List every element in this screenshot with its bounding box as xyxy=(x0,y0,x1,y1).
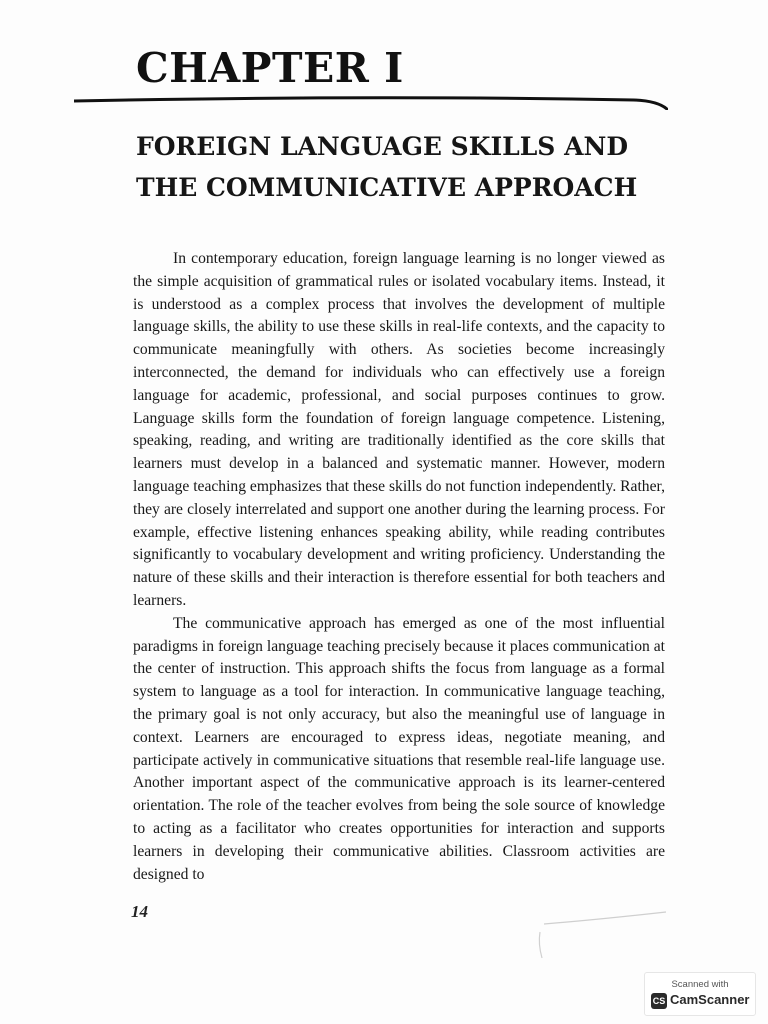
chapter-rule xyxy=(74,96,668,110)
section-heading-line-2: THE COMMUNICATIVE APPROACH xyxy=(136,173,638,202)
chapter-title: CHAPTER I xyxy=(136,44,404,92)
scan-smudge xyxy=(534,902,674,962)
camscanner-watermark xyxy=(644,972,756,1016)
paragraph: In contemporary education, foreign language learning is no longer viewed as the simple acquisition of grammatical rules or isolated vocabulary items. Instead, it is understood as a complex process that involves the development of multiple language skills, the ability to use these skills in real-life contexts, and the capacity to communicate meaningfully with others. As societies become increasingly interconnected, the demand for individuals who can effectively use a foreign language for academic, professional, and social purposes continues to grow. Language skills form the foundation of foreign language competence. Listening, speaking, reading, and writing are traditionally identified as the core skills that learners must develop in a balanced and systematic manner. However, modern language teaching emphasizes that these skills do not function independently. Rather, they are closely interrelated and support one another during the learning process. For example, effective listening enhances speaking ability, while reading contributes significantly to vocabulary development and writing proficiency. Understanding the nature of these skills and their interaction is therefore essential for both teachers and learners. xyxy=(133,250,665,609)
paragraph: The communicative approach has emerged as one of the most influential paradigms in foreign language teaching precisely because it places communication at the center of instruction. This approach shifts the focus from language as a formal system to language as a tool for interaction. In communicative language teaching, the primary goal is not only accuracy, but also the meaningful use of language in context. Learners are encouraged to express ideas, negotiate meaning, and participate actively in communicative situations that resemble real-life language use. Another important aspect of the communicative approach is its learner-centered orientation. The role of the teacher evolves from being the sole source of knowledge to acting as a facilitator who creates opportunities for interaction and supports learners in developing their communicative abilities. Classroom activities are designed to xyxy=(133,614,665,883)
page-number: 14 xyxy=(131,902,148,921)
watermark-brand: CamScanner xyxy=(670,992,750,1007)
watermark-caption: Scanned with xyxy=(671,979,729,990)
section-heading xyxy=(136,126,696,208)
camscanner-logo-icon: CS xyxy=(651,993,667,1009)
section-heading-line-1: FOREIGN LANGUAGE SKILLS AND xyxy=(136,132,628,161)
body-text xyxy=(133,248,665,886)
